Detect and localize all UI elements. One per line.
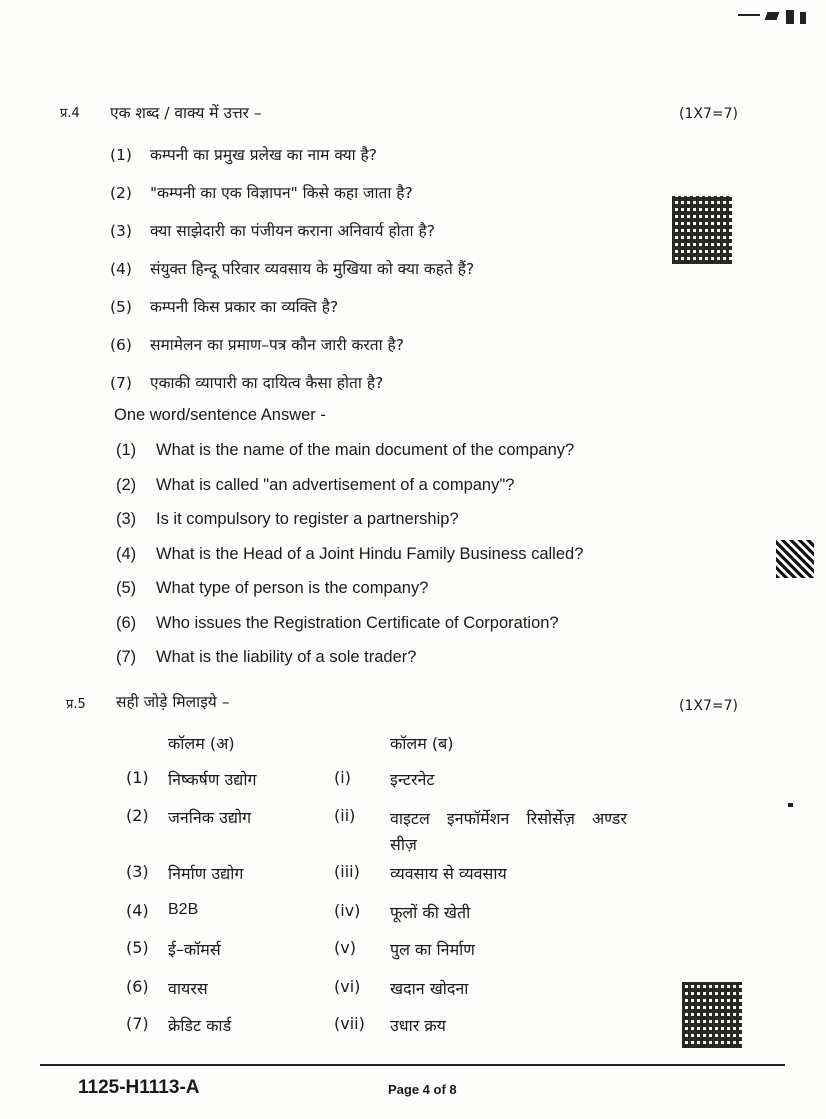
scan-mark-top: [738, 8, 808, 28]
list-item: (7) एकाकी व्यापारी का दायित्व कैसा होता है?: [110, 374, 384, 392]
q4-marks: (1X7=7): [679, 106, 738, 122]
list-item: (5) What type of person is the company?: [116, 579, 429, 597]
list-item: (2) What is called "an advertisement of a company"?: [116, 475, 515, 494]
qr-code: [682, 982, 742, 1048]
list-item: (4) संयुक्त हिन्दू परिवार व्यवसाय के मुखिया को क्या कहते हैं?: [110, 260, 475, 278]
list-item: (2) "कम्पनी का एक विज्ञापन" किसे कहा जाता है?: [110, 184, 413, 202]
list-item: (6) समामेलन का प्रमाण–पत्र कौन जारी करता है?: [110, 336, 404, 354]
table-row: (7) क्रेडिट कार्ड (vii) उधार क्रय: [126, 1014, 446, 1035]
list-item: (3) क्या साझेदारी का पंजीयन कराना अनिवार्य होता है?: [110, 222, 435, 240]
qr-code: [672, 196, 732, 264]
q4-title-hindi: एक शब्द / वाक्य में उत्तर –: [110, 104, 262, 122]
list-item: (6) Who issues the Registration Certificate of Corporation?: [116, 613, 559, 632]
table-row: (3) निर्माण उद्योग (iii) व्यवसाय से व्यवसाय: [126, 862, 507, 883]
scan-dot: [788, 803, 793, 807]
table-row: (5) ई–कॉमर्स (v) पुल का निर्माण: [126, 938, 475, 959]
column-b-header: कॉलम (ब): [390, 734, 454, 753]
q5-number: प्र.5: [66, 697, 86, 712]
table-row: (4) B2B (iv) फूलों की खेती: [126, 901, 471, 922]
list-item: (7) What is the liability of a sole trader?: [116, 648, 417, 666]
list-item: (4) What is the Head of a Joint Hindu Family Business called?: [116, 544, 584, 563]
table-row: (2) जननिक उद्योग (ii) वाइटल इनफॉर्मेशन रिसोर्सेज़ अण्डर सीज़: [126, 806, 627, 854]
q4-hindi-list: [110, 143, 474, 409]
q4-title-english: One word/sentence Answer -: [114, 406, 326, 424]
table-row: (6) वायरस (vi) खदान खोदना: [126, 977, 469, 998]
page-number: Page 4 of 8: [388, 1082, 457, 1097]
q5-title-hindi: सही जोड़े मिलाइये –: [116, 693, 230, 711]
q4-english-list: [116, 441, 583, 683]
q5-marks: (1X7=7): [679, 698, 738, 714]
column-a-header: कॉलम (अ): [168, 734, 235, 753]
list-item: (1) What is the name of the main document of the company?: [116, 441, 575, 459]
list-item: (1) कम्पनी का प्रमुख प्रलेख का नाम क्या है?: [110, 146, 378, 164]
q4-number: प्र.4: [60, 106, 80, 121]
list-item: (5) कम्पनी किस प्रकार का व्यक्ति है?: [110, 298, 339, 316]
list-item: (3) Is it compulsory to register a partnership?: [116, 510, 459, 528]
table-row: (1) निष्कर्षण उद्योग (i) इन्टरनेट: [126, 768, 435, 789]
qr-code-small: [776, 540, 814, 578]
paper-code: 1125-H1113-A: [78, 1077, 200, 1098]
footer-rule: [40, 1064, 785, 1066]
